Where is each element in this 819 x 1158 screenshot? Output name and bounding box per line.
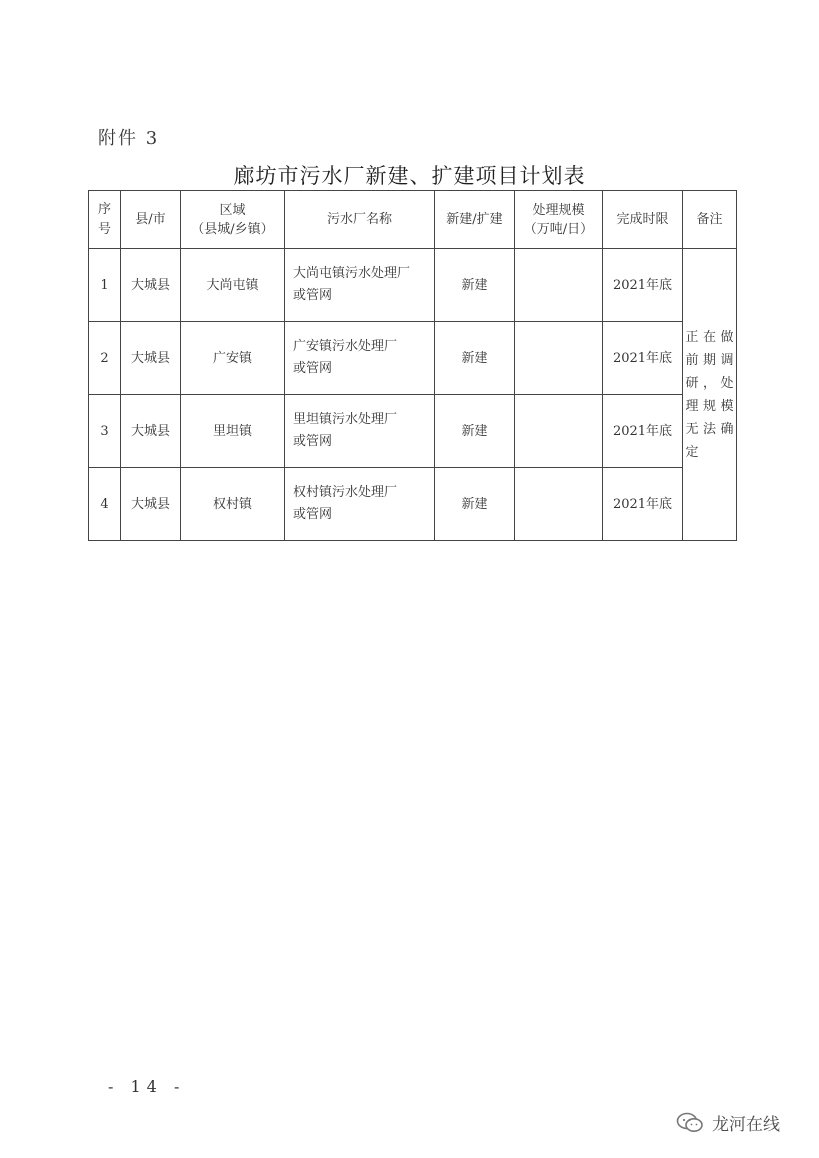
cell-date: 2021年底 [603,249,683,322]
cell-type: 新建 [435,249,515,322]
table-header-row [89,191,737,249]
column-header-scale-line2: （万吨/日） [523,221,594,237]
cell-scale [515,322,603,395]
cell-type: 新建 [435,395,515,468]
table-row [89,395,737,468]
watermark-text: 龙河在线 [712,1115,780,1135]
cell-area: 里坦镇 [181,395,285,468]
cell-date: 2021年底 [603,322,683,395]
column-header-type: 新建/扩建 [435,191,515,249]
cell-scale [515,468,603,541]
cell-area: 权村镇 [181,468,285,541]
cell-seq: 2 [89,322,121,395]
project-plan-table [88,190,737,541]
cell-date: 2021年底 [603,468,683,541]
cell-plant [285,395,435,468]
notes-text: 正在做前期调研，处理规模无法确定 [685,329,734,460]
cell-seq: 1 [89,249,121,322]
column-header-area-line1: 区域 [219,202,246,218]
cell-scale [515,249,603,322]
column-header-plant: 污水厂名称 [285,191,435,249]
cell-type: 新建 [435,468,515,541]
column-header-scale [515,191,603,249]
wechat-icon [676,1112,704,1134]
document-title: 廊坊市污水厂新建、扩建项目计划表 [233,164,586,188]
cell-plant-line2: 或管网 [293,361,333,376]
table-row [89,468,737,541]
column-header-area-line2: （县城/乡镇） [191,221,274,237]
cell-plant [285,249,435,322]
cell-seq: 3 [89,395,121,468]
cell-plant-line1: 广安镇污水处理厂 [293,339,398,354]
column-header-notes: 备注 [683,191,737,249]
table-row [89,249,737,322]
cell-plant-line1: 大尚屯镇污水处理厂 [293,266,411,281]
cell-county: 大城县 [121,468,181,541]
cell-plant-line2: 或管网 [293,507,333,522]
page-number: - 14 - [108,1077,186,1096]
cell-plant [285,322,435,395]
column-header-seq [89,191,121,249]
cell-plant-line1: 权村镇污水处理厂 [293,485,398,500]
cell-area: 大尚屯镇 [181,249,285,322]
column-header-seq-line1: 序 [97,201,111,217]
column-header-date: 完成时限 [603,191,683,249]
cell-plant-line2: 或管网 [293,434,333,449]
column-header-seq-line2: 号 [97,221,111,237]
table-row [89,322,737,395]
watermark [676,1110,780,1135]
cell-plant-line1: 里坦镇污水处理厂 [293,412,398,427]
attachment-label: 附件 3 [98,128,160,149]
column-header-county: 县/市 [121,191,181,249]
cell-type: 新建 [435,322,515,395]
cell-county: 大城县 [121,322,181,395]
cell-notes [683,249,737,541]
cell-county: 大城县 [121,395,181,468]
cell-scale [515,395,603,468]
column-header-area [181,191,285,249]
cell-plant [285,468,435,541]
cell-seq: 4 [89,468,121,541]
cell-date: 2021年底 [603,395,683,468]
cell-plant-line2: 或管网 [293,288,333,303]
cell-area: 广安镇 [181,322,285,395]
cell-county: 大城县 [121,249,181,322]
column-header-scale-line1: 处理规模 [532,202,585,218]
